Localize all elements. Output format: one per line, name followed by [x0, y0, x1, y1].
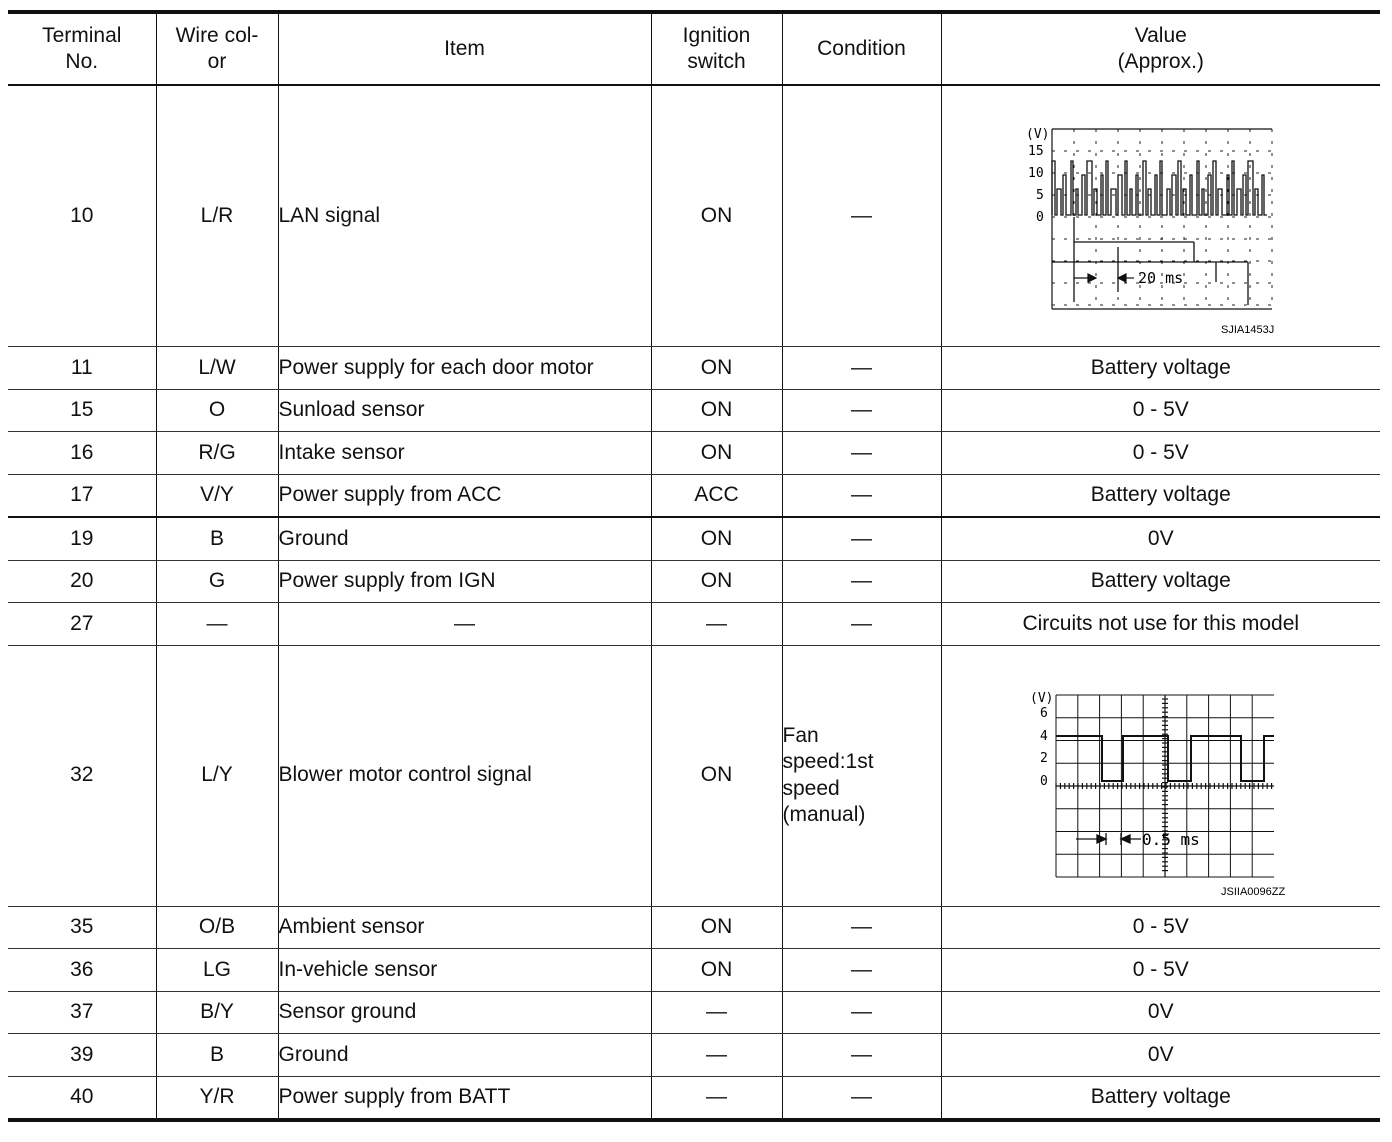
value-cell: Battery voltage	[941, 560, 1380, 603]
ignition-cell: —	[651, 991, 782, 1034]
header-terminal-no	[8, 12, 156, 85]
ignition-cell: ON	[651, 645, 782, 906]
ignition-cell: —	[651, 1034, 782, 1077]
condition-cell: —	[782, 991, 941, 1034]
ignition-cell: ON	[651, 347, 782, 390]
wire-color-cell: O	[156, 389, 278, 432]
item-cell: In-vehicle sensor	[278, 949, 651, 992]
header-condition: Condition	[782, 12, 941, 85]
item-cell: Sensor ground	[278, 991, 651, 1034]
condition-cell: —	[782, 560, 941, 603]
wire-color-cell: G	[156, 560, 278, 603]
value-cell: 0 - 5V	[941, 432, 1380, 475]
header-value	[941, 12, 1380, 85]
table-row	[8, 603, 1380, 646]
item-cell: Intake sensor	[278, 432, 651, 475]
lan-waveform-svg	[946, 87, 1376, 345]
terminal-cell: 15	[8, 389, 156, 432]
condition-cell: —	[782, 1034, 941, 1077]
terminal-cell: 36	[8, 949, 156, 992]
condition-line: Fan	[782, 724, 819, 747]
terminal-cell: 35	[8, 906, 156, 949]
value-cell-lan-waveform	[941, 85, 1380, 347]
blower-y-tick-4: 4	[1039, 728, 1048, 744]
lan-time-label: 20 ms	[1137, 269, 1183, 287]
item-cell: Blower motor control signal	[278, 645, 651, 906]
terminal-cell: 11	[8, 347, 156, 390]
table-row	[8, 906, 1380, 949]
item-cell: Power supply from IGN	[278, 560, 651, 603]
condition-cell: —	[782, 906, 941, 949]
blower-waveform-figure	[946, 647, 1376, 905]
table-row	[8, 560, 1380, 603]
wire-color-cell: L/Y	[156, 645, 278, 906]
terminal-cell: 16	[8, 432, 156, 475]
ignition-cell: ON	[651, 389, 782, 432]
ignition-cell: ON	[651, 560, 782, 603]
condition-cell: —	[782, 85, 941, 347]
value-cell: 0V	[941, 991, 1380, 1034]
table-row	[8, 389, 1380, 432]
blower-waveform-svg	[946, 647, 1376, 905]
header-wire-line2: or	[207, 50, 227, 73]
header-wire-color	[156, 12, 278, 85]
value-cell: Battery voltage	[941, 347, 1380, 390]
value-cell: Battery voltage	[941, 474, 1380, 517]
condition-line: speed:1st	[782, 750, 874, 774]
ignition-cell: ON	[651, 432, 782, 475]
ignition-cell: —	[651, 603, 782, 646]
table-row	[8, 645, 1380, 906]
wire-color-cell: O/B	[156, 906, 278, 949]
item-cell: —	[278, 603, 651, 646]
terminal-cell: 32	[8, 645, 156, 906]
header-value-line2: (Approx.)	[1117, 50, 1204, 73]
terminal-cell: 39	[8, 1034, 156, 1077]
item-cell: Ambient sensor	[278, 906, 651, 949]
terminal-table-container	[8, 10, 1380, 1122]
terminal-table	[8, 10, 1380, 1122]
lan-y-tick-15: 15	[1027, 144, 1044, 159]
blower-figure-code: JSIIA0096ZZ	[1220, 885, 1285, 898]
wire-color-cell: R/G	[156, 432, 278, 475]
table-row	[8, 347, 1380, 390]
value-cell: 0V	[941, 1034, 1380, 1077]
lan-y-tick-0: 0	[1035, 210, 1044, 225]
value-cell: Battery voltage	[941, 1076, 1380, 1120]
terminal-cell: 20	[8, 560, 156, 603]
wire-color-cell: L/W	[156, 347, 278, 390]
ignition-cell: —	[651, 1076, 782, 1120]
table-row	[8, 991, 1380, 1034]
lan-waveform-figure	[946, 87, 1376, 345]
item-cell: Ground	[278, 1034, 651, 1077]
value-cell-blower-waveform	[941, 645, 1380, 906]
table-row	[8, 1076, 1380, 1120]
wire-color-cell: L/R	[156, 85, 278, 347]
header-ignition-switch	[651, 12, 782, 85]
header-wire-line1: Wire col-	[175, 23, 259, 47]
table-row	[8, 474, 1380, 517]
terminal-cell: 40	[8, 1076, 156, 1120]
terminal-cell: 10	[8, 85, 156, 347]
blower-y-tick-6: 6	[1039, 705, 1048, 721]
header-terminal-line1: Terminal	[42, 23, 122, 47]
header-item: Item	[278, 12, 651, 85]
condition-cell-fan-speed	[782, 645, 941, 906]
table-row	[8, 949, 1380, 992]
value-cell: Circuits not use for this model	[941, 603, 1380, 646]
item-cell: Power supply from ACC	[278, 474, 651, 517]
value-cell: 0 - 5V	[941, 906, 1380, 949]
wire-color-cell: Y/R	[156, 1076, 278, 1120]
item-cell: Sunload sensor	[278, 389, 651, 432]
table-row	[8, 85, 1380, 347]
header-row	[8, 12, 1380, 85]
lan-unit-label: (V)	[1025, 127, 1050, 142]
condition-cell: —	[782, 474, 941, 517]
header-value-line1: Value	[1134, 23, 1187, 47]
blower-y-tick-2: 2	[1039, 750, 1048, 766]
item-cell: Ground	[278, 517, 651, 560]
value-cell: 0 - 5V	[941, 389, 1380, 432]
item-cell: LAN signal	[278, 85, 651, 347]
terminal-cell: 17	[8, 474, 156, 517]
condition-line: speed	[782, 776, 840, 800]
condition-cell: —	[782, 1076, 941, 1120]
item-cell: Power supply for each door motor	[278, 347, 651, 390]
terminal-cell: 27	[8, 603, 156, 646]
lan-y-tick-5: 5	[1035, 188, 1044, 203]
value-cell: 0 - 5V	[941, 949, 1380, 992]
ignition-cell: ACC	[651, 474, 782, 517]
terminal-cell: 37	[8, 991, 156, 1034]
header-terminal-line2: No.	[65, 50, 99, 73]
table-row	[8, 432, 1380, 475]
condition-cell: —	[782, 389, 941, 432]
wire-color-cell: —	[156, 603, 278, 646]
wire-color-cell: V/Y	[156, 474, 278, 517]
ignition-cell: ON	[651, 85, 782, 347]
wire-color-cell: B	[156, 1034, 278, 1077]
item-cell: Power supply from BATT	[278, 1076, 651, 1120]
condition-cell: —	[782, 603, 941, 646]
wire-color-cell: B/Y	[156, 991, 278, 1034]
condition-cell: —	[782, 517, 941, 560]
blower-y-tick-0: 0	[1039, 773, 1048, 789]
lan-y-tick-10: 10	[1027, 166, 1044, 181]
blower-time-label: 0.5 ms	[1141, 829, 1200, 849]
condition-cell: —	[782, 347, 941, 390]
ignition-cell: ON	[651, 517, 782, 560]
condition-line: (manual)	[782, 802, 866, 826]
value-cell: 0V	[941, 517, 1380, 560]
lan-figure-code: SJIA1453J	[1220, 324, 1274, 336]
header-ignition-line1: Ignition	[682, 23, 751, 47]
wire-color-cell: B	[156, 517, 278, 560]
wire-color-cell: LG	[156, 949, 278, 992]
condition-cell: —	[782, 432, 941, 475]
ignition-cell: ON	[651, 906, 782, 949]
header-ignition-line2: switch	[687, 50, 746, 73]
terminal-cell: 19	[8, 517, 156, 560]
blower-unit-label: (V)	[1029, 690, 1054, 706]
table-row	[8, 517, 1380, 560]
ignition-cell: ON	[651, 949, 782, 992]
condition-cell: —	[782, 949, 941, 992]
lan-signal-trace	[1052, 161, 1267, 215]
table-row	[8, 1034, 1380, 1077]
